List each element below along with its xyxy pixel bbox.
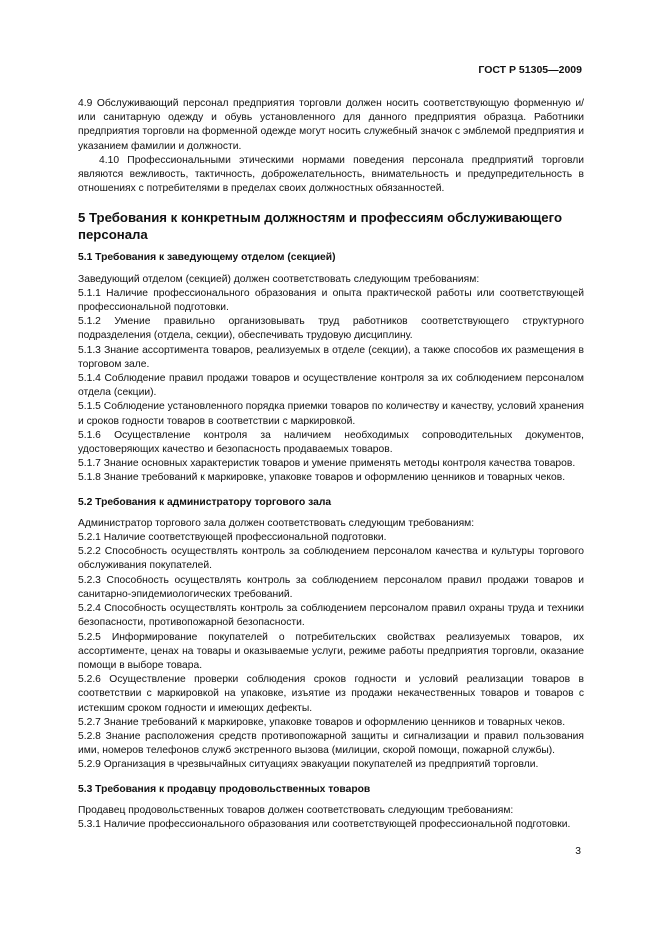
paragraph-5-2-9: 5.2.9 Организация в чрезвычайных ситуациях эвакуации покупателей из предприятий торговли. — [78, 759, 539, 771]
paragraph-5-2-5: 5.2.5 Информирование покупателей о потребительских свойствах реализуемых товаров, их ассортименте, ценах на товары и оказываемые услуги, режиме работы предприятия торговли, оказание помощи в выборе товара. — [78, 631, 584, 671]
paragraph-4-10 — [78, 154, 584, 197]
paragraph-5-2-6: 5.2.6 Осуществление проверки соблюдения сроков годности и условий реализации товаров в соответствии с маркировкой на упаковке, изъятие из продажи некачественных товаров и товаров с истекшим сроком годности и имеющих дефекты. — [78, 674, 584, 714]
paragraph: Заведующий отделом (секцией) должен соответствовать следующим требованиям: — [78, 273, 480, 285]
paragraph-5-2-8: 5.2.8 Знание расположения средств противопожарной защиты и сигнализации и правил пользования ими, номеров телефонов служб экстренного вызова (милиции, скорой помощи, пожарной службы). — [78, 730, 584, 757]
paragraph-5-1-2: 5.1.2 Умение правильно организовывать труд работников соответствующего структурного подразделения (отдела, секции), обеспечивать трудовую дисциплину. — [78, 316, 584, 342]
paragraph-5-2-1: 5.2.1 Наличие соответствующей профессиональной подготовки. — [78, 532, 387, 544]
document-header: ГОСТ Р 51305—2009 — [478, 64, 582, 76]
subsection-5-3-heading: 5.3 Требования к продавцу продовольственных товаров — [78, 783, 371, 795]
paragraph-5-2-3: 5.2.3 Способность осуществлять контроль за соблюдением персоналом правил продажи товаров и санитарно-эпидемиологических требований. — [78, 574, 584, 600]
paragraph-5-3-1: 5.3.1 Наличие профессионального образования или соответствующей профессиональной подготовки. — [78, 818, 571, 830]
paragraph-5-1-6: 5.1.6 Осуществление контроля за наличием необходимых сопроводительных документов, удостоверяющих качество и безопасность продаваемых товаров. — [78, 429, 584, 456]
paragraph-text: 4.10 Профессиональными этическими нормами поведения персонала предприятий торговли являются вежливость, тактичность, доброжелательность, внимательность и предупредительность в отношениях с потребителями в пределах своих должностных обязанностей. — [78, 154, 584, 195]
paragraph-5-1-7: 5.1.7 Знание основных характеристик товаров и умение применять методы контроля качества товаров. — [78, 458, 576, 470]
section-5-heading: 5 Требования к конкретным должностям и профессиям обслуживающего персонала — [78, 210, 563, 242]
paragraph-5-1-1: 5.1.1 Наличие профессионального образования и опыта практической работы или соответствующей профессиональной подготовки. — [78, 287, 584, 314]
paragraph-5-1-4: 5.1.4 Соблюдение правил продажи товаров и осуществление контроля за их соблюдением персоналом отдела (секции). — [78, 373, 584, 399]
paragraph-4-9 — [78, 97, 584, 154]
paragraph-5-1-8: 5.1.8 Знание требований к маркировке, упаковке товаров и оформлению ценников и товарных чеков. — [78, 472, 566, 484]
paragraph-5-1-3: 5.1.3 Знание ассортимента товаров, реализуемых в отделе (секции), а также способов их размещения в торговом зале. — [78, 344, 584, 370]
document-body — [78, 97, 584, 832]
paragraph-5-1-5: 5.1.5 Соблюдение установленного порядка приемки товаров по количеству и качеству, условий хранения и сроков годности товаров в соответствии с маркировкой. — [78, 401, 584, 427]
paragraph-5-2-4: 5.2.4 Способность осуществлять контроль за соблюдением персоналом правил охраны труда и техники безопасности, противопожарной безопасности. — [78, 603, 584, 629]
subsection-5-1-heading: 5.1 Требования к заведующему отделом (секцией) — [78, 252, 336, 264]
subsection-5-2-heading: 5.2 Требования к администратору торгового зала — [78, 496, 332, 508]
page-number: 3 — [575, 846, 581, 857]
paragraph: Администратор торгового зала должен соответствовать следующим требованиям: — [78, 517, 475, 529]
paragraph-5-2-7: 5.2.7 Знание требований к маркировке, упаковке товаров и оформлению ценников и товарных чеков. — [78, 716, 566, 728]
paragraph-5-2-2: 5.2.2 Способность осуществлять контроль за соблюдением персоналом качества и культуры торгового обслуживания покупателей. — [78, 546, 584, 572]
paragraph-text: 4.9 Обслуживающий персонал предприятия торговли должен носить соответствующую форменную и/или санитарную одежду и обувь установленного для данного предприятия образца. Работники предприятия торговли на форменной одежде могут носить служебный значок с эмблемой предприятия и указанием фамилии и должности. — [78, 98, 584, 152]
paragraph: Продавец продовольственных товаров должен соответствовать следующим требованиям: — [78, 804, 514, 816]
